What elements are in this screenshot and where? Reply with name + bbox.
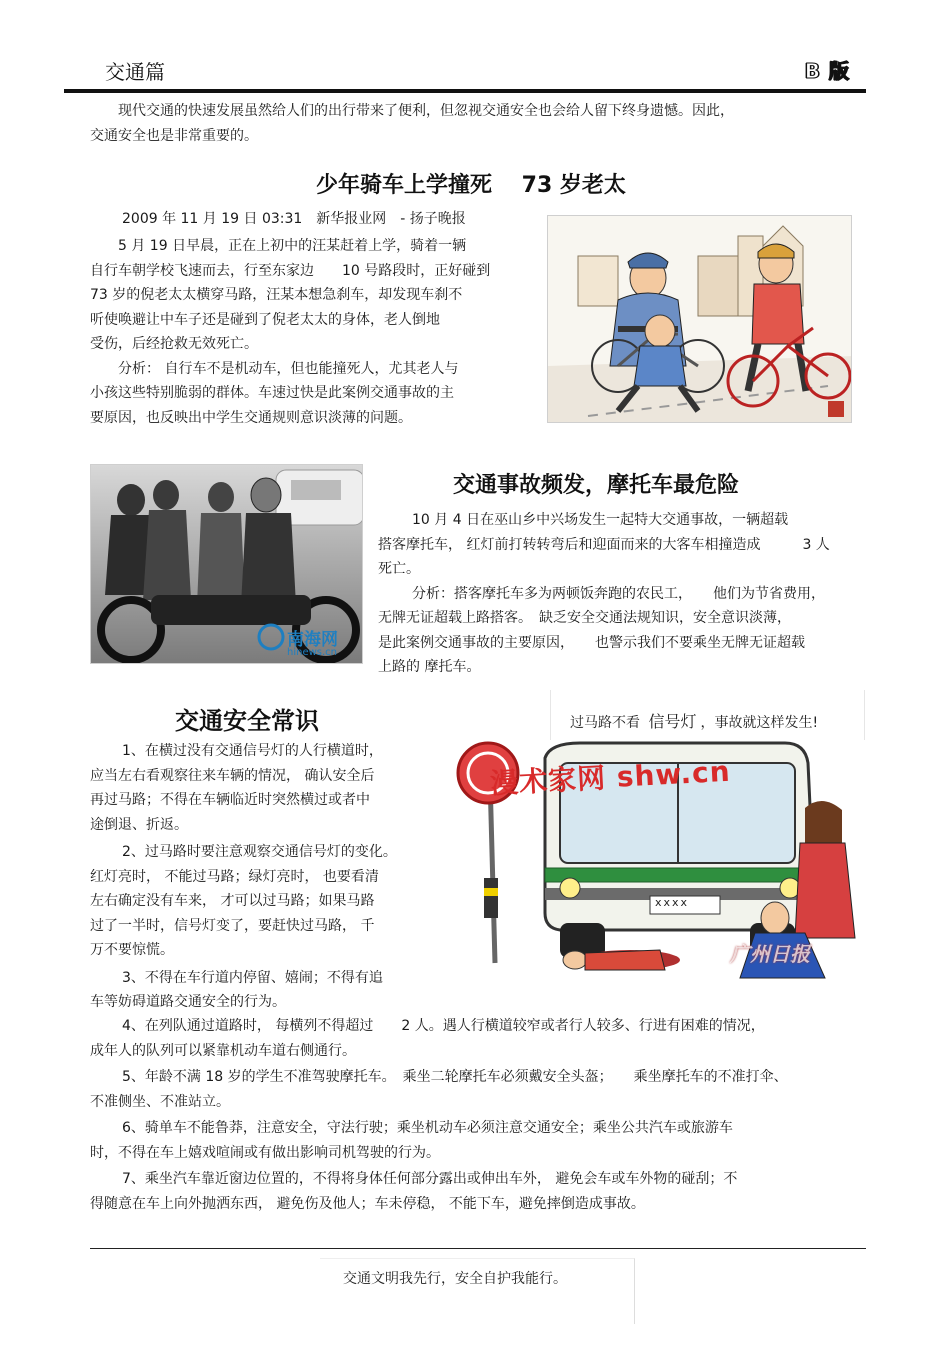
article1-line: 听使唤避让中车子还是碰到了倪老太太的身体，老人倒地 <box>90 311 440 328</box>
rule-line: 再过马路；不得在车辆临近时突然横过或者中 <box>90 792 370 808</box>
article1-body <box>90 234 530 430</box>
intro-line: 现代交通的快速发展虽然给人们的出行带来了便利，但忽视交通安全也会给人留下终身遗憾。因此， <box>118 103 734 119</box>
section-title: 交通篇 <box>105 60 165 84</box>
edition-label: B 版 <box>804 59 850 83</box>
rule-line: 过了一半时，信号灯变了，要赶快过马路， 千 <box>90 917 375 934</box>
photo-watermark-url: hinews.cn <box>287 647 338 658</box>
article1-line: 受伤，后经抢救无效死亡。 <box>90 336 258 352</box>
header-rule <box>64 89 866 93</box>
motorcycle-photo <box>90 464 363 664</box>
article2-line: 分析：搭客摩托车多为两顿饭奔跑的农民工， 他们为节省费用， <box>412 585 825 602</box>
article2-body <box>378 508 868 680</box>
rule-line: 万不要惊慌。 <box>90 942 174 958</box>
article1-title: 少年骑车上学撞死 73 岁老太 <box>316 173 626 198</box>
cartoon-watermark: 漫术家网 shw.cn <box>489 754 732 801</box>
bicycle-accident-cartoon <box>547 215 852 423</box>
safety-rules-wide <box>90 1014 870 1216</box>
article2-line: 10 月 4 日在巫山乡中兴场发生一起特大交通事故，一辆超载 <box>412 512 789 528</box>
caption-part: 过马路不看 <box>570 715 640 731</box>
rule-line: 1、在横过没有交通信号灯的人行横道时， <box>122 743 383 759</box>
rule-line: 不准侧坐、不准站立。 <box>90 1093 230 1110</box>
footer-slogan: 交通文明我先行，安全自护我能行。 <box>343 1271 567 1287</box>
rule-line: 红灯亮时， 不能过马路；绿灯亮时， 也要看清 <box>90 868 379 885</box>
rule-line: 2、过马路时要注意观察交通信号灯的变化。 <box>122 844 397 860</box>
article2-line: 是此案例交通事故的主要原因， 也警示我们不要乘坐无牌无证超载 <box>378 634 805 651</box>
rule-line: 车等妨碍道路交通安全的行为。 <box>90 994 286 1010</box>
article1-line: 分析： 自行车不是机动车，但也能撞死人，尤其老人与 <box>118 360 459 377</box>
bus-accident-cartoon <box>450 738 863 988</box>
article1-line: 73 岁的倪老太太横穿马路，汪某本想急刹车，却发现车刹不 <box>90 287 463 303</box>
cartoon-caption <box>570 709 818 732</box>
footer-rule <box>90 1248 866 1249</box>
article1-dateline: 2009 年 11 月 19 日 03:31 新华报业网 - 扬子晚报 <box>122 211 466 227</box>
safety-rules-narrow <box>90 739 430 1015</box>
rule-line: 应当左右看观察往来车辆的情况， 确认安全后 <box>90 767 375 784</box>
rule-line: 7、乘坐汽车靠近窗边位置的，不得将身体任何部分露出或伸出车外， 避免会车或车外物的碰刮；不 <box>122 1171 738 1187</box>
article1-line: 要原因，也反映出中学生交通规则意识淡薄的问题。 <box>90 409 412 426</box>
article2-line: 死亡。 <box>378 561 420 577</box>
intro-paragraph <box>90 99 870 148</box>
bicycle-cartoon-illustration <box>548 216 852 423</box>
article1-line: 5 月 19 日早晨，正在上初中的汪某赶着上学，骑着一辆 <box>118 238 467 254</box>
rule-line: 成年人的队列可以紧靠机动车道右侧通行。 <box>90 1042 356 1059</box>
rule-line: 时，不得在车上嬉戏喧闹或有做出影响司机驾驶的行为。 <box>90 1144 440 1161</box>
caption-signal-light: 信号灯 <box>648 712 697 731</box>
rule-line: 得随意在车上向外抛洒东西， 避免伤及他人；车未停稳， 不能下车，避免摔倒造成事故。 <box>90 1195 645 1212</box>
intro-line: 交通安全也是非常重要的。 <box>90 127 258 144</box>
article2-line: 无牌无证超载上路搭客。 缺乏安全交通法规知识，安全意识淡薄， <box>378 610 791 626</box>
rule-line: 5、年龄不满 18 岁的学生不准驾驶摩托车。 乘坐二轮摩托车必须戴安全头盔； 乘坐摩托车的不准打伞、 <box>122 1069 788 1085</box>
rule-line: 4、在列队通过道路时， 每横列不得超过 2 人。遇人行横道较窄或者行人较多、行进有困难的情况， <box>122 1018 765 1034</box>
article1-line: 小孩这些特别脆弱的群体。车速过快是此案例交通事故的主 <box>90 385 454 401</box>
cartoon-stamp: 广州日报 <box>730 942 810 966</box>
bus-license-plate: xxxx <box>655 896 690 909</box>
rule-line: 6、骑单车不能鲁莽，注意安全，守法行驶；乘坐机动车必须注意交通安全；乘坐公共汽车或旅游车 <box>122 1120 733 1136</box>
caption-part: ，事故就这样发生! <box>700 715 819 731</box>
rule-line: 左右确定没有车来， 才可以过马路；如果马路 <box>90 893 375 909</box>
article2-line: 搭客摩托车， 红灯前打转转弯后和迎面而来的大客车相撞造成 3 人 <box>378 536 830 553</box>
article3-title: 交通安全常识 <box>175 707 319 735</box>
rule-line: 3、不得在车行道内停留、嬉闹；不得有追 <box>122 969 383 986</box>
article2-line: 上路的 摩托车。 <box>378 659 481 675</box>
photo-watermark: 南海网 <box>287 630 338 650</box>
rule-line: 途倒退、折返。 <box>90 816 188 833</box>
article1-line: 自行车朝学校飞速而去，行至东家边 10 号路段时，正好碰到 <box>90 262 491 279</box>
article2-title: 交通事故频发，摩托车最危险 <box>453 473 740 498</box>
